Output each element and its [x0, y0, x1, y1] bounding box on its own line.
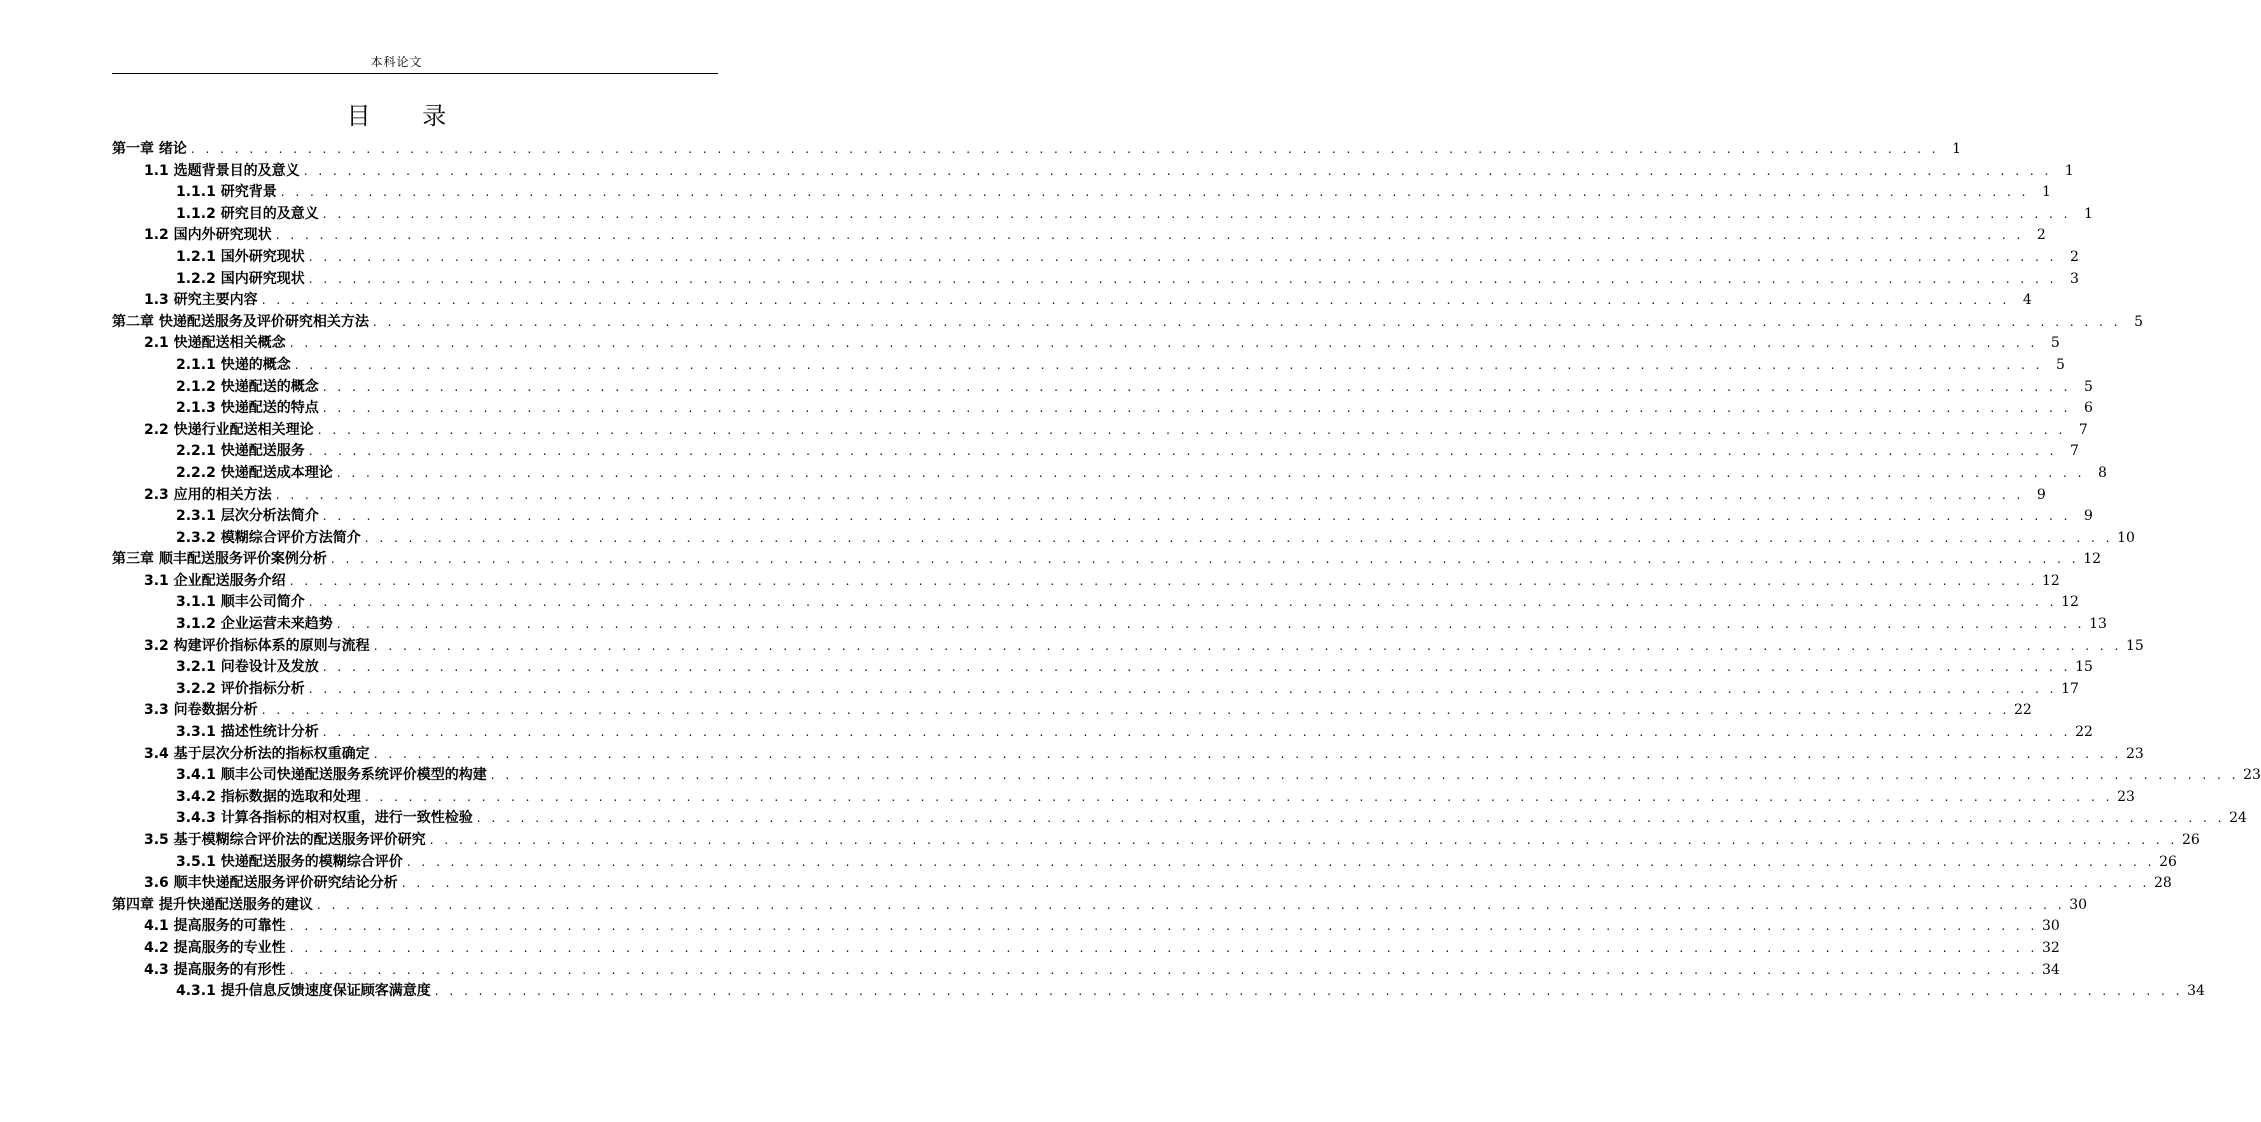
page-header: 本科论文: [370, 55, 423, 69]
page-title: 目 录: [346, 102, 469, 130]
toc-entry-label: 3.2.2 评价指标分析: [176, 680, 305, 697]
toc-entry-page: 1: [2041, 184, 2051, 201]
toc-entry[interactable]: [112, 852, 2177, 874]
toc-entry-page: 12: [2061, 594, 2079, 611]
toc-entry-page: 15: [2075, 659, 2093, 676]
toc-entry-label: 第四章 提升快递配送服务的建议: [112, 896, 313, 913]
toc-entry-label: 第二章 快递配送服务及评价研究相关方法: [112, 313, 369, 330]
toc-entry-page: 3: [2069, 270, 2079, 287]
toc-entry[interactable]: [112, 441, 2079, 463]
toc-entry-page: 7: [2078, 421, 2088, 438]
toc-entry[interactable]: [112, 549, 2102, 571]
toc-entry-page: 5: [2050, 335, 2060, 352]
toc-entry[interactable]: [112, 420, 2088, 442]
header-divider: [112, 73, 718, 74]
toc-entry-page: 23: [2126, 745, 2144, 762]
toc-leader-dots: . . . . . . . . . . . . . . . . . . . . . . . . . . . . . . . . . . . . . . . . . . . . . . . . . . . . . . . . . . . . . . . . . . . . . . . . . . . . . . . . . . . . . . . . . . . . . . . . . . . . . . . . . . . . . . . . . . . . . . . .: [261, 293, 2010, 308]
toc-entry-label: 2.3.1 层次分析法简介: [176, 508, 319, 525]
toc-leader-dots: . . . . . . . . . . . . . . . . . . . . . . . . . . . . . . . . . . . . . . . . . . . . . . . . . . . . . . . . . . . . . . . . . . . . . . . . . . . . . . . . . . . . . . . . . . . . . . . . . . . . . . . . . . . . . . . . . . . . . . . .: [261, 703, 2010, 718]
toc-entry[interactable]: [112, 916, 2060, 938]
toc-entry-label: 3.2 构建评价指标体系的原则与流程: [144, 637, 370, 654]
toc-leader-dots: . . . . . . . . . . . . . . . . . . . . . . . . . . . . . . . . . . . . . . . . . . . . . . . . . . . . . . . . . . . . . . . . . . . . . . . . . . . . . . . . . . . . . . . . . . . . . . . . . . . . . . . . . . . . . . . . . . . . . . . .: [429, 833, 2178, 847]
toc-entry-label: 4.1 提高服务的可靠性: [144, 918, 286, 935]
toc-entry-label: 4.3 提高服务的有形性: [144, 961, 286, 978]
toc-leader-dots: . . . . . . . . . . . . . . . . . . . . . . . . . . . . . . . . . . . . . . . . . . . . . . . . . . . . . . . . . . . . . . . . . . . . . . . . . . . . . . . . . . . . . . . . . . . . . . . . . . . . . . . . . . . . . . . . . . . . . . . .: [406, 854, 2155, 869]
toc-entry[interactable]: [112, 506, 2093, 528]
toc-entry-page: 5: [2134, 313, 2144, 330]
toc-entry[interactable]: [112, 398, 2093, 420]
toc-entry[interactable]: [112, 787, 2135, 809]
toc-entry-page: 10: [2117, 529, 2135, 546]
toc-entry-page: 30: [2069, 896, 2088, 913]
toc-entry-page: 5: [2055, 356, 2065, 373]
toc-entry-label: 3.3.1 描述性统计分析: [176, 724, 319, 741]
toc-entry-page: 30: [2042, 918, 2060, 935]
toc-entry[interactable]: [112, 333, 2060, 355]
toc-entry-label: 3.4.2 指标数据的选取和处理: [176, 788, 361, 805]
toc-leader-dots: . . . . . . . . . . . . . . . . . . . . . . . . . . . . . . . . . . . . . . . . . . . . . . . . . . . . . . . . . . . . . . . . . . . . . . . . . . . . . . . . . . . . . . . . . . . . . . . . . . . . . . . . . . . . . . . . . . . . . . . .: [434, 984, 2183, 999]
toc-entry-label: 2.1.2 快递配送的概念: [176, 378, 319, 395]
toc-entry-page: 26: [2159, 853, 2177, 870]
toc-leader-dots: . . . . . . . . . . . . . . . . . . . . . . . . . . . . . . . . . . . . . . . . . . . . . . . . . . . . . . . . . . . . . . . . . . . . . . . . . . . . . . . . . . . . . . . . . . . . . . . . . . . . . . . . . . . . . . . . . . . . . . . .: [289, 919, 2038, 934]
toc-leader-dots: . . . . . . . . . . . . . . . . . . . . . . . . . . . . . . . . . . . . . . . . . . . . . . . . . . . . . . . . . . . . . . . . . . . . . . . . . . . . . . . . . . . . . . . . . . . . . . . . . . . . . . . . . . . . . . . . . . . . . . . .: [316, 897, 2066, 912]
toc-entry-page: 26: [2182, 832, 2200, 848]
toc-entry[interactable]: [112, 161, 2074, 183]
toc-entry[interactable]: [112, 981, 2205, 1003]
toc-entry-label: 2.1.1 快递的概念: [176, 356, 291, 373]
toc-leader-dots: . . . . . . . . . . . . . . . . . . . . . . . . . . . . . . . . . . . . . . . . . . . . . . . . . . . . . . . . . . . . . . . . . . . . . . . . . . . . . . . . . . . . . . . . . . . . . . . . . . . . . . . . . . . . . . . . . . . . . . . .: [322, 725, 2071, 740]
toc-entry-page: 12: [2083, 551, 2102, 568]
toc-entry[interactable]: [112, 312, 2144, 334]
toc-entry-page: 12: [2042, 572, 2060, 589]
toc-entry[interactable]: [112, 744, 2144, 766]
toc-entry-label: 2.3.2 模糊综合评价方法简介: [176, 529, 361, 546]
toc-entry-page: 7: [2069, 443, 2079, 460]
toc-entry-label: 2.1 快递配送相关概念: [144, 335, 286, 352]
toc-leader-dots: . . . . . . . . . . . . . . . . . . . . . . . . . . . . . . . . . . . . . . . . . . . . . . . . . . . . . . . . . . . . . . . . . . . . . . . . . . . . . . . . . . . . . . . . . . . . . . . . . . . . . . . . . . . . . . . . . . . . . . . .: [322, 401, 2071, 416]
toc-entry-page: 4: [2022, 292, 2032, 309]
toc-leader-dots: . . . . . . . . . . . . . . . . . . . . . . . . . . . . . . . . . . . . . . . . . . . . . . . . . . . . . . . . . . . . . . . . . . . . . . . . . . . . . . . . . . . . . . . . . . . . . . . . . . . . . . . . . . . . . . . . . . . . . . . .: [294, 357, 2043, 372]
toc-leader-dots: . . . . . . . . . . . . . . . . . . . . . . . . . . . . . . . . . . . . . . . . . . . . . . . . . . . . . . . . . . . . . . . . . . . . . . . . . . . . . . . . . . . . . . . . . . . . . . . . . . . . . . . . . . . . . . . . . . . . . . . .: [330, 552, 2080, 567]
toc-entry[interactable]: [112, 571, 2060, 593]
toc-entry-label: 3.1.2 企业运营未来趋势: [176, 616, 333, 633]
toc-entry-page: 6: [2083, 400, 2093, 417]
toc-entry[interactable]: [112, 355, 2065, 377]
toc-entry-label: 1.2.2 国内研究现状: [176, 270, 305, 287]
toc-entry-label: 3.4 基于层次分析法的指标权重确定: [144, 745, 370, 762]
toc-leader-dots: . . . . . . . . . . . . . . . . . . . . . . . . . . . . . . . . . . . . . . . . . . . . . . . . . . . . . . . . . . . . . . . . . . . . . . . . . . . . . . . . . . . . . . . . . . . . . . . . . . . . . . . . . . . . . . . . . . . . . . . .: [303, 163, 2052, 178]
toc-entry-label: 第一章 绪论: [112, 141, 187, 157]
toc-leader-dots: . . . . . . . . . . . . . . . . . . . . . . . . . . . . . . . . . . . . . . . . . . . . . . . . . . . . . . . . . . . . . . . . . . . . . . . . . . . . . . . . . . . . . . . . . . . . . . . . . . . . . . . . . . . . . . . . . . . . . . . .: [308, 595, 2057, 610]
toc-entry-label: 1.2.1 国外研究现状: [176, 248, 305, 265]
toc-entry-label: 4.3.1 提升信息反馈速度保证顾客满意度: [176, 983, 431, 1000]
toc-entry-label: 2.3 应用的相关方法: [144, 486, 272, 503]
toc-leader-dots: . . . . . . . . . . . . . . . . . . . . . . . . . . . . . . . . . . . . . . . . . . . . . . . . . . . . . . . . . . . . . . . . . . . . . . . . . . . . . . . . . . . . . . . . . . . . . . . . . . . . . . . . . . . . . . . . . . . . . . . .: [289, 940, 2038, 955]
toc-entry-label: 2.2.2 快递配送成本理论: [176, 464, 333, 481]
toc-leader-dots: . . . . . . . . . . . . . . . . . . . . . . . . . . . . . . . . . . . . . . . . . . . . . . . . . . . . . . . . . . . . . . . . . . . . . . . . . . . . . . . . . . . . . . . . . . . . . . . . . . . . . . . . . . . . . . . . . . . . . . . .: [289, 336, 2038, 351]
toc-entry-page: 34: [2187, 983, 2205, 1000]
toc-leader-dots: . . . . . . . . . . . . . . . . . . . . . . . . . . . . . . . . . . . . . . . . . . . . . . . . . . . . . . . . . . . . . . . . . . . . . . . . . . . . . . . . . . . . . . . . . . . . . . . . . . . . . . . . . . . . . . . . . . . . . . . .: [275, 487, 2024, 502]
toc-leader-dots: . . . . . . . . . . . . . . . . . . . . . . . . . . . . . . . . . . . . . . . . . . . . . . . . . . . . . . . . . . . . . . . . . . . . . . . . . . . . . . . . . . . . . . . . . . . . . . . . . . . . . . . . . . . . . . . . . . . . . . . .: [373, 746, 2122, 761]
toc-entry-label: 1.1 选题背景目的及意义: [144, 162, 300, 179]
toc-leader-dots: . . . . . . . . . . . . . . . . . . . . . . . . . . . . . . . . . . . . . . . . . . . . . . . . . . . . . . . . . . . . . . . . . . . . . . . . . . . . . . . . . . . . . . . . . . . . . . . . . . . . . . . . . . . . . . . . . . . . . . . .: [401, 876, 2150, 891]
toc-entry-page: 32: [2042, 939, 2060, 956]
toc-entry-page: 1: [1952, 141, 1962, 157]
toc-entry-page: 13: [2089, 616, 2107, 633]
toc-entry[interactable]: [112, 700, 2032, 722]
toc-entry[interactable]: [112, 139, 1962, 161]
toc-leader-dots: . . . . . . . . . . . . . . . . . . . . . . . . . . . . . . . . . . . . . . . . . . . . . . . . . . . . . . . . . . . . . . . . . . . . . . . . . . . . . . . . . . . . . . . . . . . . . . . . . . . . . . . . . . . . . . . . . . . . . . . .: [490, 768, 2239, 783]
toc-entry-page: 2: [2069, 248, 2079, 265]
toc-entry-label: 3.1 企业配送服务介绍: [144, 572, 286, 589]
toc-entry[interactable]: [112, 225, 2046, 247]
toc-entry[interactable]: [112, 765, 2261, 787]
toc-entry-page: 23: [2117, 788, 2135, 805]
toc-entry[interactable]: [112, 679, 2079, 701]
toc-entry-label: 3.4.3 计算各指标的相对权重，进行一致性检验: [176, 810, 473, 827]
toc-entry[interactable]: [112, 247, 2079, 269]
toc-leader-dots: . . . . . . . . . . . . . . . . . . . . . . . . . . . . . . . . . . . . . . . . . . . . . . . . . . . . . . . . . . . . . . . . . . . . . . . . . . . . . . . . . . . . . . . . . . . . . . . . . . . . . . . . . . . . . . . . . . . . . . . .: [322, 379, 2071, 394]
toc-entry[interactable]: [112, 182, 2051, 204]
toc-entry-label: 2.2 快递行业配送相关理论: [144, 421, 314, 438]
toc-entry-page: 23: [2243, 767, 2261, 784]
toc-entry[interactable]: [112, 657, 2093, 679]
toc-entry-label: 1.2 国内外研究现状: [144, 227, 272, 244]
toc-entry[interactable]: [112, 960, 2060, 982]
toc-entry-label: 2.2.1 快递配送服务: [176, 443, 305, 460]
toc-leader-dots: . . . . . . . . . . . . . . . . . . . . . . . . . . . . . . . . . . . . . . . . . . . . . . . . . . . . . . . . . . . . . . . . . . . . . . . . . . . . . . . . . . . . . . . . . . . . . . . . . . . . . . . . . . . . . . . . . . . . . . . .: [372, 314, 2122, 329]
toc-leader-dots: . . . . . . . . . . . . . . . . . . . . . . . . . . . . . . . . . . . . . . . . . . . . . . . . . . . . . . . . . . . . . . . . . . . . . . . . . . . . . . . . . . . . . . . . . . . . . . . . . . . . . . . . . . . . . . . . . . . . . . . .: [336, 465, 2085, 480]
toc-entry[interactable]: [112, 636, 2144, 658]
toc-entry[interactable]: [112, 377, 2093, 399]
table-of-contents: [112, 139, 2261, 1003]
toc-leader-dots: . . . . . . . . . . . . . . . . . . . . . . . . . . . . . . . . . . . . . . . . . . . . . . . . . . . . . . . . . . . . . . . . . . . . . . . . . . . . . . . . . . . . . . . . . . . . . . . . . . . . . . . . . . . . . . . . . . . . . . . .: [336, 617, 2085, 632]
toc-entry-page: 24: [2229, 810, 2247, 827]
toc-leader-dots: . . . . . . . . . . . . . . . . . . . . . . . . . . . . . . . . . . . . . . . . . . . . . . . . . . . . . . . . . . . . . . . . . . . . . . . . . . . . . . . . . . . . . . . . . . . . . . . . . . . . . . . . . . . . . . . . . . . . . . . .: [308, 681, 2057, 696]
toc-entry[interactable]: [112, 485, 2046, 507]
toc-entry-label: 第三章 顺丰配送服务评价案例分析: [112, 551, 327, 568]
toc-entry-label: 4.2 提高服务的专业性: [144, 939, 286, 956]
toc-leader-dots: . . . . . . . . . . . . . . . . . . . . . . . . . . . . . . . . . . . . . . . . . . . . . . . . . . . . . . . . . . . . . . . . . . . . . . . . . . . . . . . . . . . . . . . . . . . . . . . . . . . . . . . . . . . . . . . . . . . . . . . .: [275, 228, 2024, 243]
toc-entry-page: 17: [2061, 680, 2079, 697]
toc-entry-label: 3.6 顺丰快递配送服务评价研究结论分析: [144, 875, 398, 892]
toc-entry-page: 34: [2042, 961, 2060, 978]
toc-entry[interactable]: [112, 938, 2060, 960]
toc-leader-dots: . . . . . . . . . . . . . . . . . . . . . . . . . . . . . . . . . . . . . . . . . . . . . . . . . . . . . . . . . . . . . . . . . . . . . . . . . . . . . . . . . . . . . . . . . . . . . . . . . . . . . . . . . . . . . . . . . . . . . . . .: [373, 638, 2122, 653]
toc-entry-label: 1.3 研究主要内容: [144, 292, 258, 309]
toc-entry-label: 3.2.1 问卷设计及发放: [176, 659, 319, 676]
toc-leader-dots: . . . . . . . . . . . . . . . . . . . . . . . . . . . . . . . . . . . . . . . . . . . . . . . . . . . . . . . . . . . . . . . . . . . . . . . . . . . . . . . . . . . . . . . . . . . . . . . . . . . . . . . . . . . . . . . . . . . . . . . .: [289, 962, 2038, 977]
toc-entry-page: 8: [2097, 464, 2107, 481]
toc-entry-label: 2.1.3 快递配送的特点: [176, 400, 319, 417]
toc-leader-dots: . . . . . . . . . . . . . . . . . . . . . . . . . . . . . . . . . . . . . . . . . . . . . . . . . . . . . . . . . . . . . . . . . . . . . . . . . . . . . . . . . . . . . . . . . . . . . . . . . . . . . . . . . . . . . . . . . . . . . . . .: [308, 444, 2057, 459]
toc-entry-page: 1: [2064, 162, 2074, 179]
toc-leader-dots: . . . . . . . . . . . . . . . . . . . . . . . . . . . . . . . . . . . . . . . . . . . . . . . . . . . . . . . . . . . . . . . . . . . . . . . . . . . . . . . . . . . . . . . . . . . . . . . . . . . . . . . . . . . . . . . . . . . . . . . .: [322, 660, 2071, 675]
toc-entry-page: 9: [2036, 486, 2046, 503]
toc-leader-dots: . . . . . . . . . . . . . . . . . . . . . . . . . . . . . . . . . . . . . . . . . . . . . . . . . . . . . . . . . . . . . . . . . . . . . . . . . . . . . . . . . . . . . . . . . . . . . . . . . . . . . . . . . . . . . . . . . . . . . . . .: [322, 206, 2071, 221]
toc-leader-dots: . . . . . . . . . . . . . . . . . . . . . . . . . . . . . . . . . . . . . . . . . . . . . . . . . . . . . . . . . . . . . . . . . . . . . . . . . . . . . . . . . . . . . . . . . . . . . . . . . . . . . . . . . . . . . . . . . . . . . . . .: [308, 271, 2057, 286]
toc-entry[interactable]: [112, 722, 2093, 744]
toc-entry[interactable]: [112, 830, 2200, 852]
toc-entry-label: 3.3 问卷数据分析: [144, 702, 258, 719]
toc-leader-dots: . . . . . . . . . . . . . . . . . . . . . . . . . . . . . . . . . . . . . . . . . . . . . . . . . . . . . . . . . . . . . . . . . . . . . . . . . . . . . . . . . . . . . . . . . . . . . . . . . . . . . . . . . . . . . . . . . . . . . . . .: [280, 185, 2029, 200]
toc-entry-label: 3.5.1 快递配送服务的模糊综合评价: [176, 853, 403, 870]
toc-entry[interactable]: [112, 204, 2093, 226]
toc-entry[interactable]: [112, 895, 2088, 917]
toc-entry[interactable]: [112, 463, 2107, 485]
toc-entry[interactable]: [112, 808, 2247, 830]
toc-leader-dots: . . . . . . . . . . . . . . . . . . . . . . . . . . . . . . . . . . . . . . . . . . . . . . . . . . . . . . . . . . . . . . . . . . . . . . . . . . . . . . . . . . . . . . . . . . . . . . . . . . . . . . . . . . . . . . . . . . . . . . . .: [317, 422, 2066, 437]
toc-entry-label: 1.1.2 研究目的及意义: [176, 205, 319, 222]
toc-entry-label: 3.5 基于模糊综合评价法的配送服务评价研究: [144, 832, 426, 848]
toc-entry-page: 22: [2014, 702, 2032, 719]
toc-entry-page: 22: [2075, 724, 2093, 741]
toc-entry[interactable]: [112, 290, 2032, 312]
toc-leader-dots: . . . . . . . . . . . . . . . . . . . . . . . . . . . . . . . . . . . . . . . . . . . . . . . . . . . . . . . . . . . . . . . . . . . . . . . . . . . . . . . . . . . . . . . . . . . . . . . . . . . . . . . . . . . . . . . . . . . . . . . .: [289, 573, 2038, 588]
toc-entry-page: 2: [2036, 227, 2046, 244]
toc-leader-dots: . . . . . . . . . . . . . . . . . . . . . . . . . . . . . . . . . . . . . . . . . . . . . . . . . . . . . . . . . . . . . . . . . . . . . . . . . . . . . . . . . . . . . . . . . . . . . . . . . . . . . . . . . . . . . . . . . . . . . . . .: [476, 811, 2225, 826]
toc-leader-dots: . . . . . . . . . . . . . . . . . . . . . . . . . . . . . . . . . . . . . . . . . . . . . . . . . . . . . . . . . . . . . . . . . . . . . . . . . . . . . . . . . . . . . . . . . . . . . . . . . . . . . . . . . . . . . . . . . . . . . . . .: [308, 249, 2057, 264]
toc-entry[interactable]: [112, 873, 2172, 895]
toc-entry[interactable]: [112, 269, 2079, 291]
toc-leader-dots: . . . . . . . . . . . . . . . . . . . . . . . . . . . . . . . . . . . . . . . . . . . . . . . . . . . . . . . . . . . . . . . . . . . . . . . . . . . . . . . . . . . . . . . . . . . . . . . . . . . . . . . . . . . . . . . . . . . . . . . .: [364, 530, 2113, 545]
toc-leader-dots: . . . . . . . . . . . . . . . . . . . . . . . . . . . . . . . . . . . . . . . . . . . . . . . . . . . . . . . . . . . . . . . . . . . . . . . . . . . . . . . . . . . . . . . . . . . . . . . . . . . . . . . . . . . . . . . . . . . . . . . .: [322, 509, 2071, 524]
toc-entry-label: 3.1.1 顺丰公司简介: [176, 594, 305, 611]
toc-leader-dots: . . . . . . . . . . . . . . . . . . . . . . . . . . . . . . . . . . . . . . . . . . . . . . . . . . . . . . . . . . . . . . . . . . . . . . . . . . . . . . . . . . . . . . . . . . . . . . . . . . . . . . . . . . . . . . . . . . . . . . . .: [190, 142, 1940, 156]
toc-entry-page: 9: [2083, 508, 2093, 525]
toc-entry-page: 1: [2083, 205, 2093, 222]
toc-entry-page: 5: [2083, 378, 2093, 395]
toc-entry[interactable]: [112, 614, 2107, 636]
toc-entry-label: 1.1.1 研究背景: [176, 184, 277, 201]
toc-entry-page: 28: [2154, 875, 2172, 892]
toc-entry[interactable]: [112, 528, 2135, 550]
toc-entry-page: 15: [2126, 637, 2144, 654]
toc-entry[interactable]: [112, 592, 2079, 614]
toc-leader-dots: . . . . . . . . . . . . . . . . . . . . . . . . . . . . . . . . . . . . . . . . . . . . . . . . . . . . . . . . . . . . . . . . . . . . . . . . . . . . . . . . . . . . . . . . . . . . . . . . . . . . . . . . . . . . . . . . . . . . . . . .: [364, 789, 2113, 804]
toc-entry-label: 3.4.1 顺丰公司快递配送服务系统评价模型的构建: [176, 767, 487, 784]
